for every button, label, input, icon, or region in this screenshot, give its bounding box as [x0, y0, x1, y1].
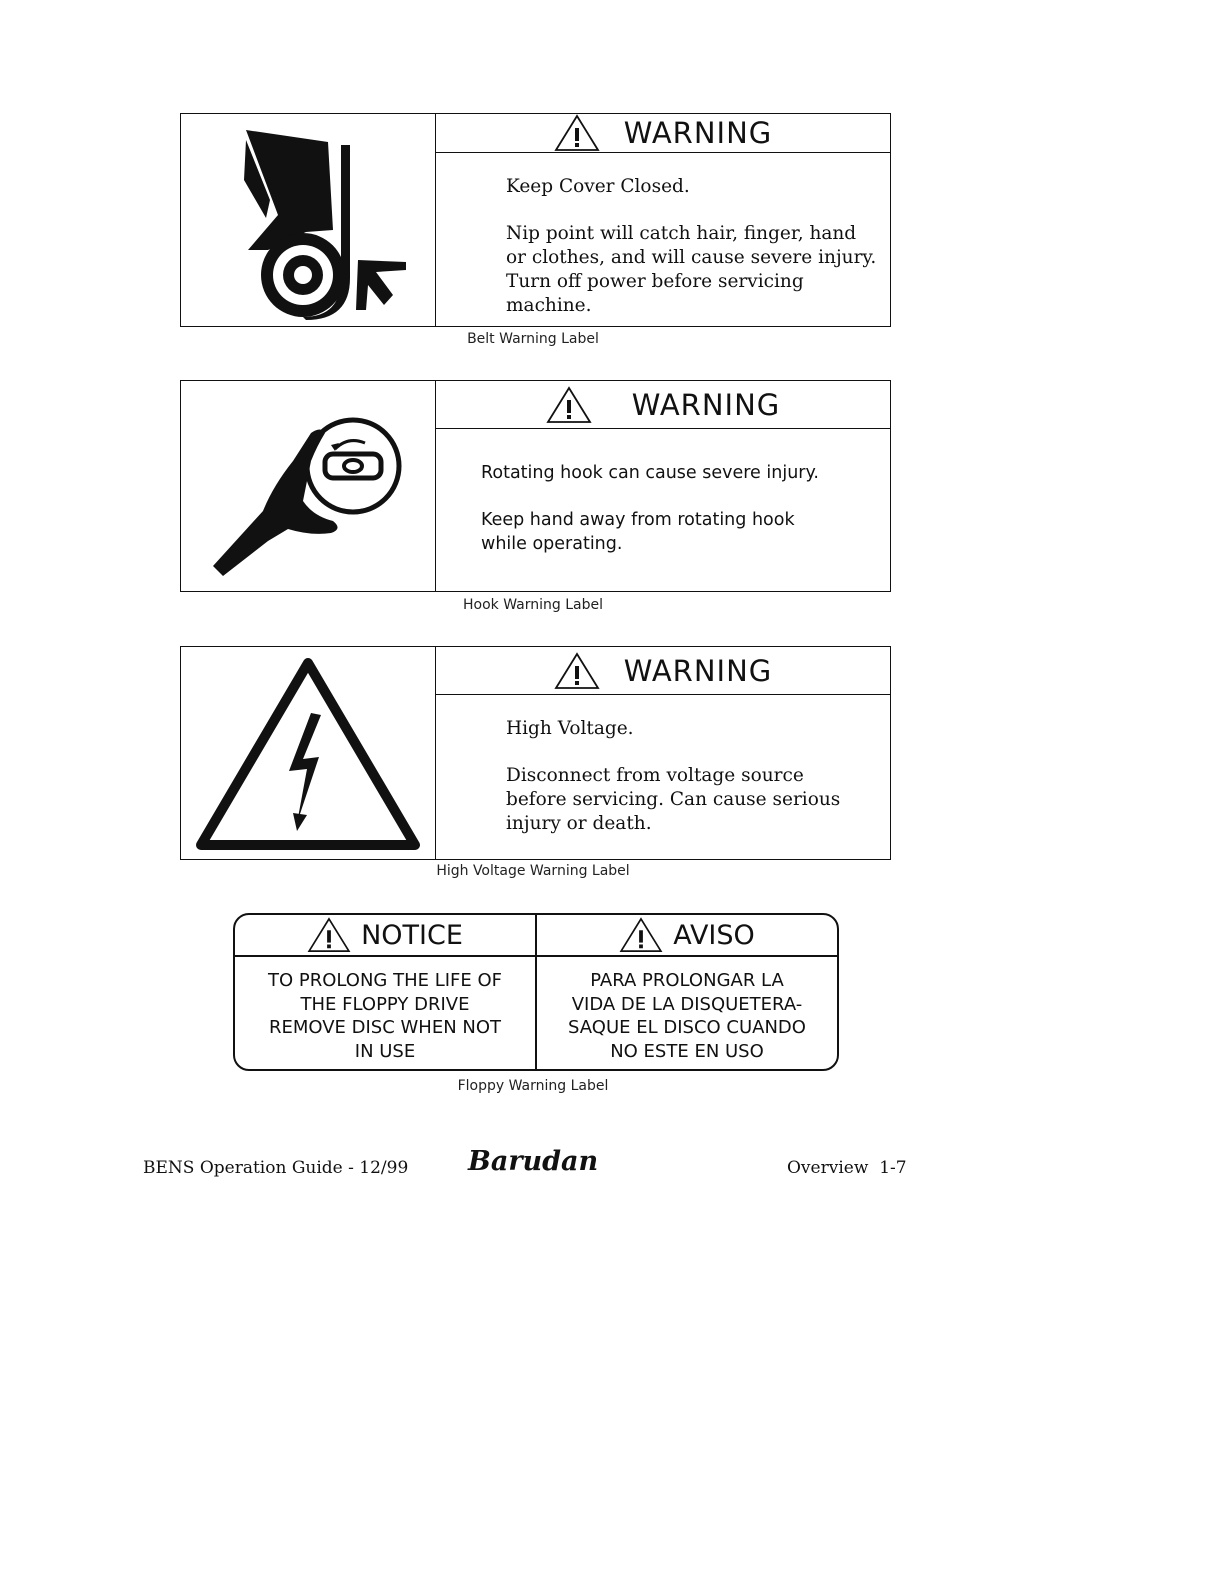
caution-triangle-icon	[619, 917, 663, 953]
warning-line: Turn off power before servicing machine.	[506, 271, 804, 316]
hook-warning-pictogram	[181, 381, 436, 591]
belt-nip-point-icon	[208, 120, 408, 320]
notice-line: TO PROLONG THE LIFE OF	[267, 970, 503, 991]
warning-body	[436, 153, 890, 341]
footer-page-number: Overview 1-7	[787, 1158, 907, 1178]
warning-header	[436, 114, 890, 153]
warning-line: while operating.	[481, 534, 623, 554]
aviso-line: SAQUE EL DISCO CUANDO	[568, 1017, 806, 1038]
aviso-header	[537, 915, 837, 957]
high-voltage-icon	[193, 653, 423, 853]
aviso-line: NO ESTE EN USO	[610, 1040, 764, 1062]
label-caption: Belt Warning Label	[467, 331, 599, 347]
warning-line: Disconnect from voltage source	[506, 765, 804, 786]
notice-column	[235, 915, 535, 1069]
aviso-line: PARA PROLONGAR LA	[590, 970, 784, 991]
footer-left: BENS Operation Guide - 12/99	[143, 1158, 409, 1178]
caution-triangle-icon	[554, 114, 600, 152]
warning-line: injury or death.	[506, 813, 652, 834]
caution-triangle-icon	[307, 917, 351, 953]
belt-warning-label	[180, 113, 891, 327]
aviso-column	[535, 915, 837, 1069]
notice-line: REMOVE DISC WHEN NOT	[268, 1017, 502, 1038]
warning-line: or clothes, and will cause severe injury.	[506, 247, 877, 268]
barudan-logo: Barudan	[468, 1146, 599, 1177]
warning-body	[436, 695, 890, 859]
warning-heading: WARNING	[631, 387, 781, 422]
belt-warning-pictogram	[181, 114, 436, 326]
notice-header	[235, 915, 535, 957]
warning-body	[436, 429, 890, 579]
notice-line: THE FLOPPY DRIVE	[300, 993, 470, 1015]
warning-line: Nip point will catch hair, finger, hand	[506, 223, 857, 244]
hand-rotating-hook-icon	[193, 391, 423, 581]
aviso-heading: AVISO	[673, 919, 755, 951]
warning-header	[436, 647, 890, 695]
hook-warning-text-panel	[436, 381, 890, 591]
belt-warning-text-panel	[436, 114, 890, 326]
label-caption: Floppy Warning Label	[457, 1078, 609, 1094]
warning-line: before servicing. Can cause serious	[506, 789, 841, 810]
notice-line: IN USE	[354, 1040, 416, 1062]
high-voltage-text-panel	[436, 647, 890, 859]
aviso-line: VIDA DE LA DISQUETERA-	[571, 993, 803, 1015]
warning-line: Keep Cover Closed.	[506, 176, 690, 197]
caution-triangle-icon	[554, 652, 600, 690]
hook-warning-label	[180, 380, 891, 592]
high-voltage-pictogram	[181, 647, 436, 859]
notice-heading: NOTICE	[361, 919, 463, 951]
caution-triangle-icon	[546, 386, 592, 424]
warning-line: Rotating hook can cause severe injury.	[481, 463, 819, 483]
high-voltage-warning-label	[180, 646, 891, 860]
warning-line: High Voltage.	[506, 718, 634, 739]
warning-line: Keep hand away from rotating hook	[481, 510, 795, 530]
warning-header	[436, 381, 890, 429]
label-caption: High Voltage Warning Label	[436, 863, 630, 879]
warning-heading: WARNING	[623, 653, 773, 688]
floppy-warning-label	[233, 913, 839, 1071]
aviso-body	[537, 957, 837, 1063]
notice-body	[235, 957, 535, 1063]
warning-heading: WARNING	[623, 116, 773, 150]
label-caption: Hook Warning Label	[463, 597, 603, 613]
